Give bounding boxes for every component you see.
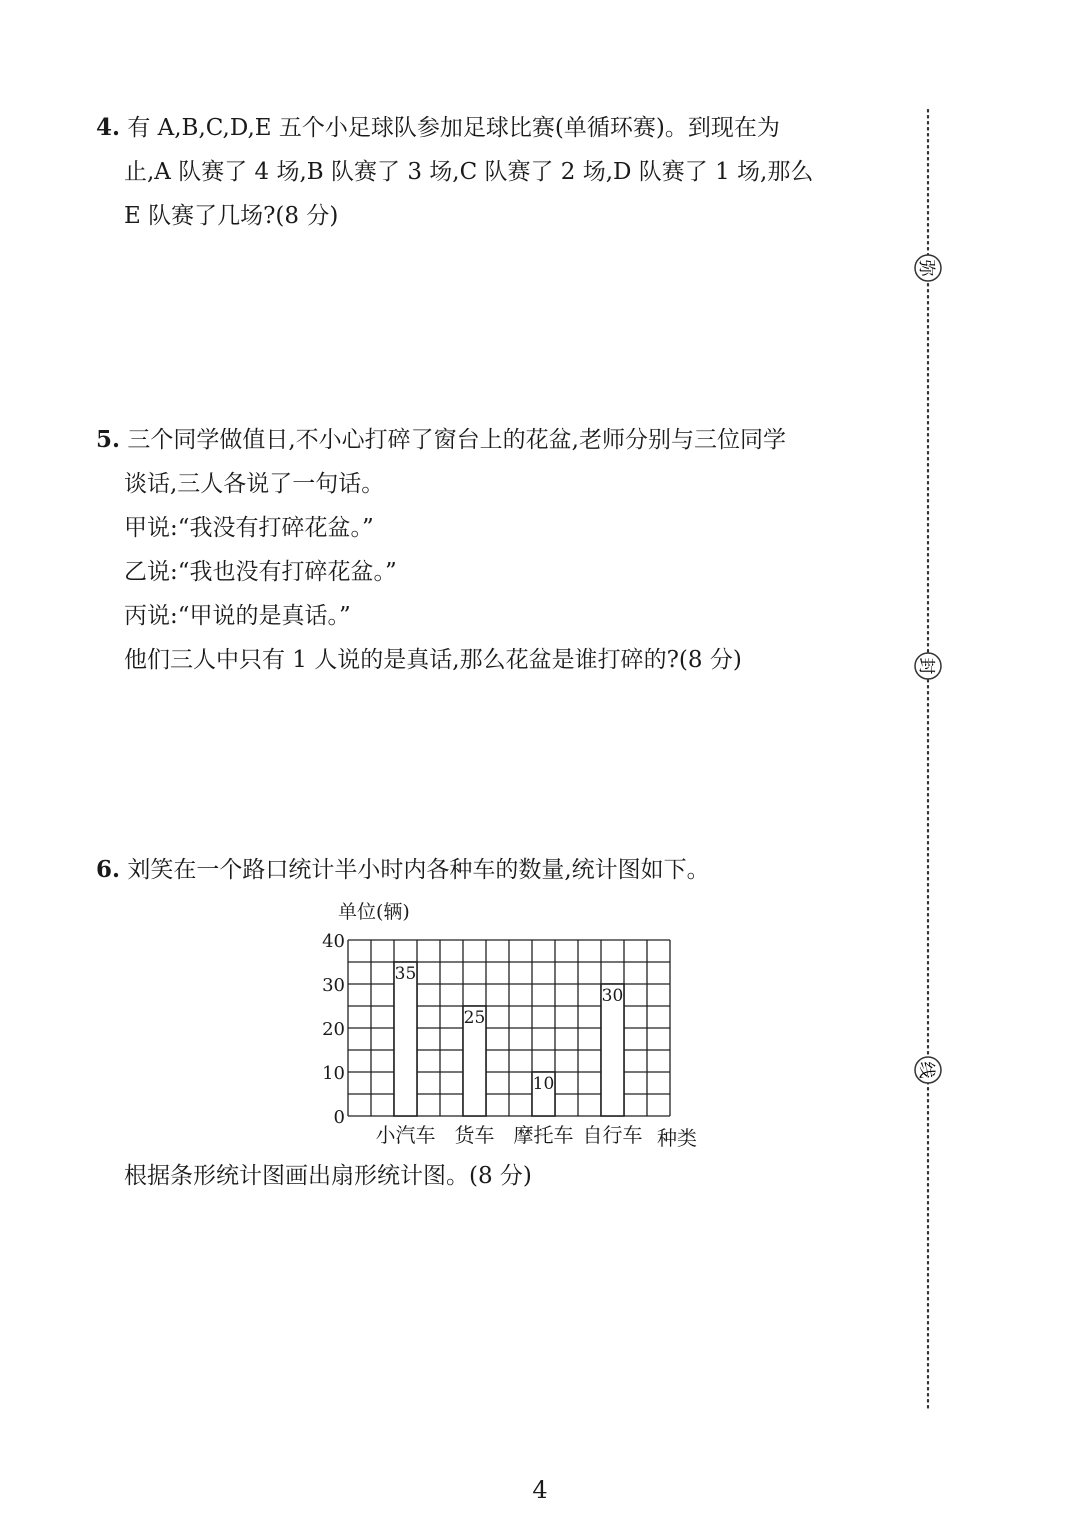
question-6-task: 根据条形统计图画出扇形统计图。(8 分) — [124, 1163, 532, 1189]
statement-yi: 乙说:“我也没有打碎花盆。” — [124, 559, 397, 585]
binding-mark-text: 弥 — [916, 259, 936, 277]
y-tick-label: 10 — [322, 1063, 345, 1084]
x-tick-label: 货车 — [454, 1123, 495, 1147]
x-tick-label: 自行车 — [582, 1123, 643, 1147]
statement-jia: 甲说:“我没有打碎花盆。” — [124, 515, 374, 541]
bar-data-label: 30 — [601, 986, 624, 1006]
question-5 — [96, 418, 911, 682]
question-number: 5. — [96, 426, 121, 453]
y-axis-label: 单位(辆) — [338, 901, 410, 923]
page-number: 4 — [532, 1476, 548, 1504]
x-tick-label: 摩托车 — [513, 1123, 574, 1147]
binding-mark-feng — [915, 653, 941, 679]
bar-chart — [300, 890, 720, 1152]
x-axis-label: 种类 — [657, 1126, 697, 1150]
y-tick-label: 30 — [322, 975, 345, 996]
bar-data-label: 35 — [394, 964, 417, 984]
question-text: 止,A 队赛了 4 场,B 队赛了 3 场,C 队赛了 2 场,D 队赛了 1 场,那么 — [124, 159, 814, 185]
question-4 — [96, 106, 911, 238]
question-text: 三个同学做值日,不小心打碎了窗台上的花盆,老师分别与三位同学 — [127, 427, 786, 453]
binding-mark-text: 封 — [916, 657, 936, 675]
question-text: 有 A,B,C,D,E 五个小足球队参加足球比赛(单循环赛)。到现在为 — [127, 115, 780, 141]
question-text: E 队赛了几场?(8 分) — [124, 203, 339, 229]
bar-data-label: 10 — [532, 1074, 555, 1094]
binding-mark-mi — [915, 255, 941, 281]
bar-data-label: 25 — [463, 1008, 486, 1028]
binding-line — [900, 100, 960, 1420]
y-tick-label: 40 — [322, 931, 345, 952]
bar-1 — [394, 962, 417, 1116]
statement-bing: 丙说:“甲说的是真话。” — [124, 603, 351, 629]
x-tick-label: 小汽车 — [375, 1123, 436, 1147]
question-number: 4. — [96, 114, 121, 141]
question-number: 6. — [96, 856, 121, 883]
question-text: 谈话,三人各说了一句话。 — [124, 471, 385, 497]
question-text: 刘笑在一个路口统计半小时内各种车的数量,统计图如下。 — [127, 857, 710, 883]
binding-mark-xian — [915, 1057, 941, 1083]
binding-mark-text: 线 — [916, 1061, 936, 1079]
y-tick-label: 20 — [322, 1019, 345, 1040]
question-6 — [96, 848, 911, 892]
y-tick-label: 0 — [333, 1107, 345, 1128]
question-prompt: 他们三人中只有 1 人说的是真话,那么花盆是谁打碎的?(8 分) — [124, 647, 742, 673]
